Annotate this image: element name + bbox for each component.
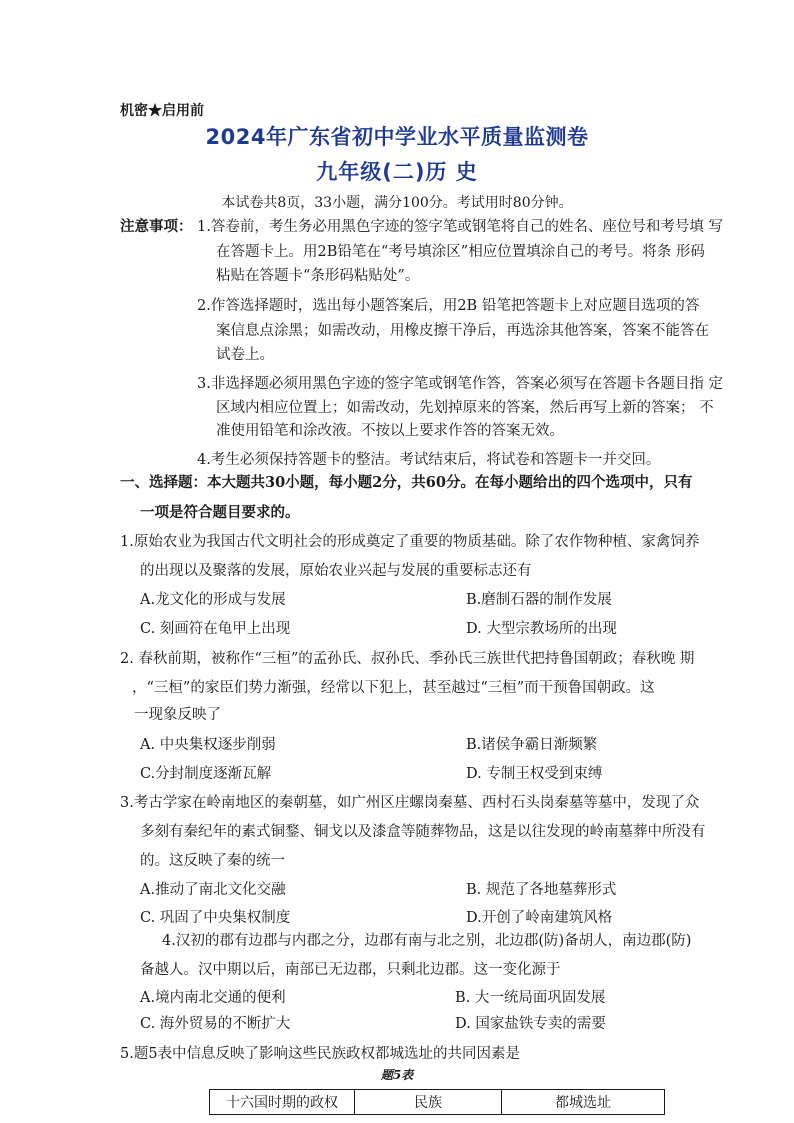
- table-header-cell: 民族: [355, 1090, 502, 1115]
- note-1-line-1: 1.答卷前，考生务必用黑色字迹的签字笔或钢笔将自己的姓名、座位号和考号填 写: [197, 219, 723, 235]
- note-2-line-2: 案信息点涂黑；如需改动，用橡皮擦干净后，再选涂其他答案，答案不能答在: [216, 323, 709, 339]
- note-1-line-2: 在答题卡上。用2B铅笔在“考号填涂区”相应位置填涂自己的考号。将条 形码: [216, 244, 705, 260]
- option-b: B. 规范了各地墓葬形式: [466, 882, 617, 898]
- option-b: B.诸侯争霸日渐频繁: [466, 737, 598, 753]
- notes-label: 注意事项：: [120, 218, 193, 235]
- note-3-line-3: 准使用铅笔和涂改液。不按以上要求作答的答案无效。: [216, 423, 564, 439]
- option-a: A.境内南北交通的便利: [140, 990, 286, 1006]
- question-stem: ，“三桓”的家臣们势力渐强，经常以下犯上，甚至越过“三桓”而干预鲁国朝政。这: [132, 680, 655, 696]
- section-1-heading: 一、选择题：本大题共30小题，每小题2分，共60分。在每小题给出的四个选项中，只有: [120, 474, 693, 491]
- exam-title: 2024年广东省初中学业水平质量监测卷: [205, 125, 589, 149]
- note-3-line-1: 3.非选择题必须用黑色字迹的签字笔或钢笔作答，答案必须写在答题卡各题目指 定: [197, 376, 723, 392]
- option-c: C. 刻画符在龟甲上出现: [140, 621, 291, 637]
- question-stem: 1.原始农业为我国古代文明社会的形成奠定了重要的物质基础。除了农作物种植、家禽饲养: [120, 534, 700, 550]
- table-5: [209, 1089, 665, 1115]
- note-3-line-2: 区域内相应位置上；如需改动，先划掉原来的答案，然后再写上新的答案； 不: [216, 400, 714, 416]
- option-a: A. 中央集权逐步削弱: [140, 737, 276, 753]
- question-stem: 3.考古学家在岭南地区的秦朝墓，如广州区庄螺岗秦墓、西村石头岗秦墓等墓中，发现了众: [120, 795, 700, 811]
- question-stem: 备越人。汉中期以后，南部已无边郡，只剩北边郡。这一变化源于: [140, 962, 561, 978]
- option-c: C.分封制度逐渐瓦解: [140, 766, 272, 782]
- option-d: D.开创了岭南建筑风格: [466, 910, 613, 926]
- note-2-line-3: 试卷上。: [216, 347, 274, 363]
- option-c: C. 海外贸易的不断扩大: [140, 1016, 291, 1032]
- option-a: A.龙文化的形成与发展: [140, 592, 286, 608]
- question-stem: 的出现以及聚落的发展，原始农业兴起与发展的重要标志还有: [140, 563, 532, 579]
- option-c: C. 巩固了中央集权制度: [140, 910, 291, 926]
- option-b: B. 大一统局面巩固发展: [455, 990, 606, 1006]
- question-stem: 2. 春秋前期，被称作“三桓”的孟孙氏、叔孙氏、季孙氏三族世代把持鲁国朝政；春秋晚 期: [120, 651, 695, 667]
- table-header-cell: 十六国时期的政权: [210, 1090, 355, 1115]
- confidential-label: 机密★启用前: [120, 103, 204, 119]
- section-1-heading-cont: 一项是符合题目要求的。: [140, 504, 300, 521]
- exam-info: 本试卷共8页，33小题，满分100分。考试用时80分钟。: [221, 195, 573, 211]
- option-a: A.推动了南北文化交融: [140, 882, 286, 898]
- table-caption: 题5表: [380, 1068, 414, 1082]
- question-stem: 的。这反映了秦的统一: [140, 853, 285, 869]
- note-1-line-3: 粘贴在答题卡“条形码粘贴处”。: [216, 268, 420, 284]
- option-d: D. 专制王权受到束缚: [466, 766, 603, 782]
- option-d: D. 大型宗教场所的出现: [466, 621, 617, 637]
- note-2-line-1: 2.作答选择题时，选出每小题答案后，用2B 铅笔把答题卡上对应题目选项的答: [197, 298, 700, 314]
- option-b: B.磨制石器的制作发展: [466, 592, 612, 608]
- table-header-row: [210, 1090, 665, 1115]
- question-stem: 多刻有秦纪年的素式铜鍪、铜戈以及漆盒等随葬物品，这是以往发现的岭南墓葬中所没有: [140, 824, 706, 840]
- option-d: D. 国家盐铁专卖的需要: [455, 1016, 606, 1032]
- question-stem: 一现象反映了: [134, 707, 221, 723]
- table-header-cell: 都城选址: [502, 1090, 665, 1115]
- note-4-line-1: 4.考生必须保持答题卡的整洁。考试结束后，将试卷和答题卡一并交回。: [197, 452, 661, 468]
- exam-subtitle: 九年级(二)历 史: [316, 160, 478, 184]
- question-stem: 5.题5表中信息反映了影响这些民族政权都城选址的共同因素是: [120, 1046, 521, 1062]
- question-stem: 4.汉初的郡有边郡与内郡之分，边郡有南与北之别，北边郡(防)备胡人，南边郡(防): [162, 933, 692, 949]
